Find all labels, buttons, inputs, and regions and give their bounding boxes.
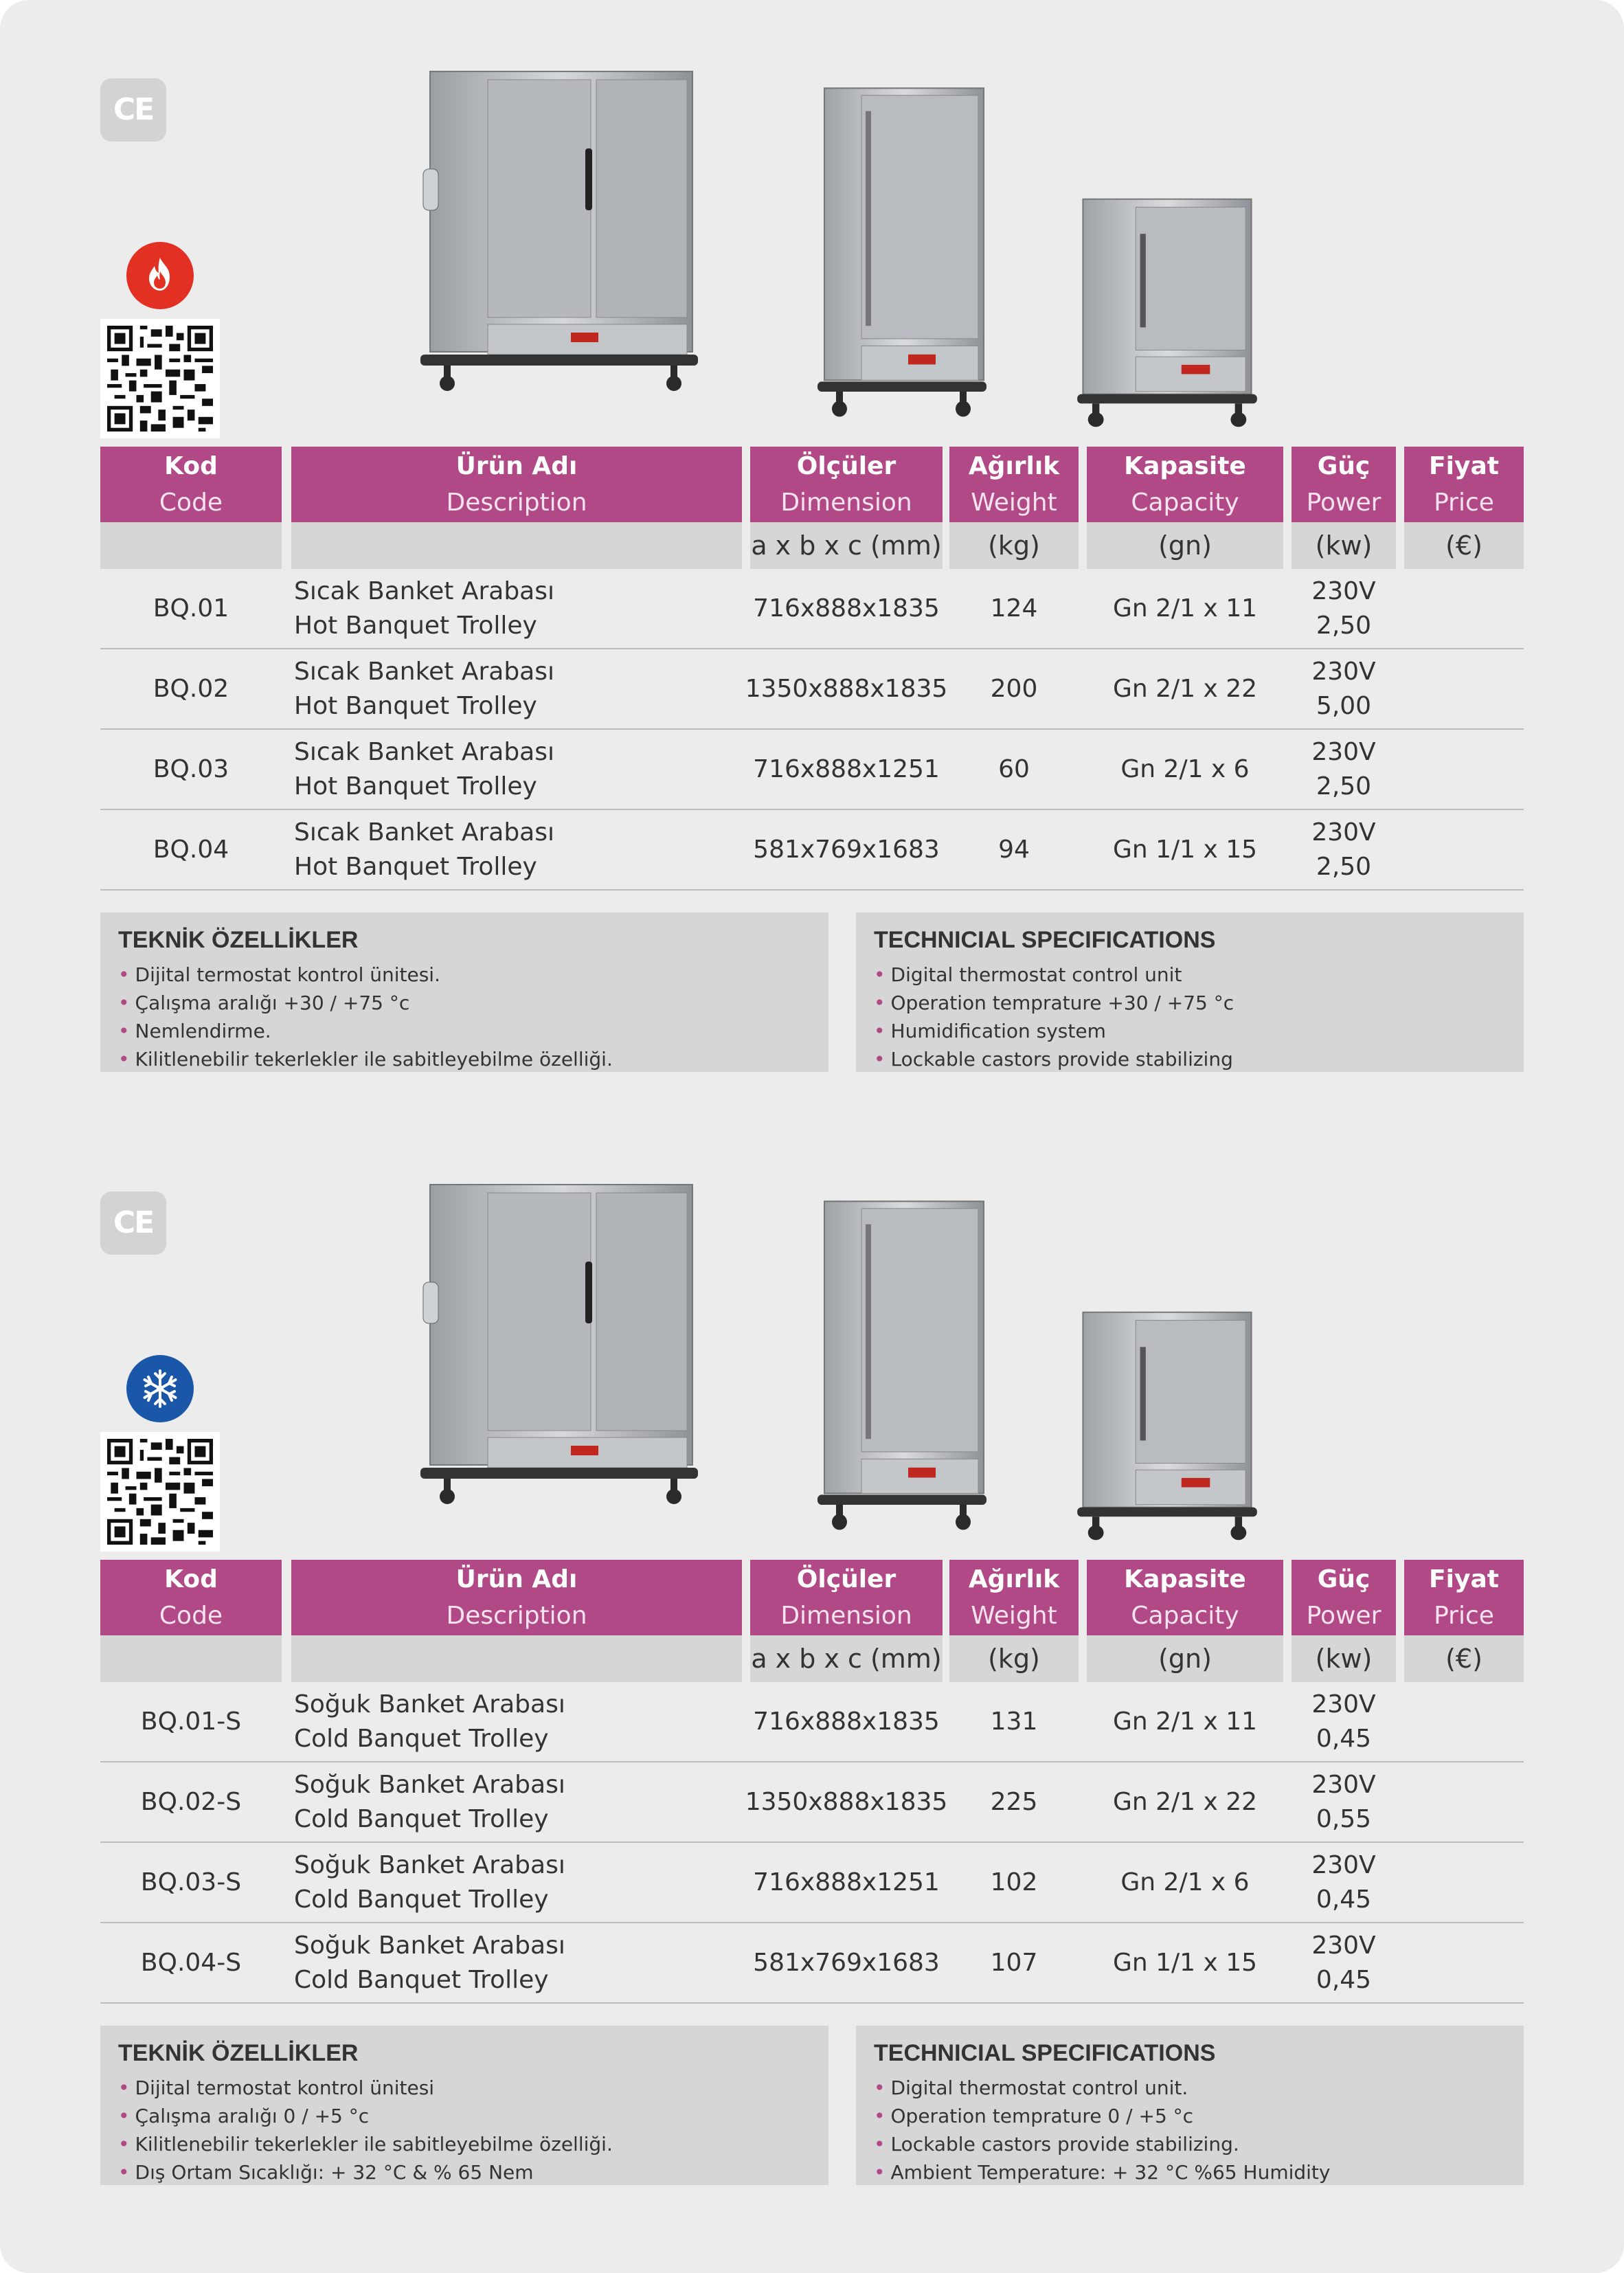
trolley-illustration (1074, 194, 1260, 434)
spec-box-turkish (100, 912, 828, 1072)
product-name-tr: Sıcak Banket Arabası (294, 657, 555, 686)
spec-item: • Dış Ortam Sıcaklığı: + 32 °C & % 65 Nem (118, 2158, 811, 2186)
product-power: 0,55 (1316, 1804, 1372, 1833)
header-desc-tr: Ürün Adı (455, 1565, 578, 1593)
spec-list (118, 961, 811, 1073)
header-dim (750, 447, 943, 522)
unit-code (100, 522, 282, 569)
spec-list (874, 2074, 1506, 2186)
cell-weight (949, 1923, 1079, 2002)
product-weight: 107 (990, 1948, 1038, 1977)
unit-dim: a x b x c (mm) (750, 522, 943, 569)
product-name-tr: Soğuk Banket Arabası (294, 1850, 565, 1879)
product-code: BQ.02 (153, 674, 229, 703)
header-price-en: Price (1434, 1602, 1494, 1630)
spec-item: • Kilitlenebilir tekerlekler ile sabitleyebilme özelliği. (118, 1045, 811, 1073)
header-code-en: Code (159, 1602, 223, 1630)
cell-power (1292, 1682, 1396, 1761)
product-name-tr: Sıcak Banket Arabası (294, 576, 555, 605)
spec-box-english (856, 912, 1524, 1072)
cell-cap (1087, 649, 1283, 728)
product-voltage: 230V (1311, 1850, 1376, 1879)
cell-power (1292, 649, 1396, 728)
spec-item: • Lockable castors provide stabilizing. (874, 2130, 1506, 2158)
product-power: 0,45 (1316, 1885, 1372, 1914)
header-weight-en: Weight (971, 1602, 1057, 1630)
product-name-en: Hot Banquet Trolley (294, 772, 537, 800)
header-cap-tr: Kapasite (1124, 452, 1246, 480)
spec-list (118, 2074, 811, 2186)
product-power: 0,45 (1316, 1724, 1372, 1753)
cell-price (1404, 1843, 1524, 1922)
spec-item: • Operation temprature +30 / +75 °c (874, 989, 1506, 1017)
cell-code (100, 1923, 282, 2002)
product-weight: 225 (990, 1787, 1038, 1816)
trolley-image-3 (1074, 194, 1260, 434)
header-desc-en: Description (446, 489, 587, 517)
hot-section (0, 0, 1624, 1099)
spec-title: TEKNİK ÖZELLİKLER (118, 2040, 359, 2066)
unit-weight: (kg) (949, 522, 1079, 569)
trolley-image-3 (1074, 1307, 1260, 1547)
cell-power (1292, 730, 1396, 809)
header-power-en: Power (1306, 1602, 1381, 1630)
cell-price (1404, 730, 1524, 809)
cell-power (1292, 1843, 1396, 1922)
cell-code (100, 649, 282, 728)
trolley-illustration (1074, 1307, 1260, 1547)
product-weight: 102 (990, 1868, 1038, 1896)
spec-item: • Çalışma aralığı +30 / +75 °c (118, 989, 811, 1017)
product-capacity: Gn 1/1 x 15 (1112, 835, 1258, 864)
cell-price (1404, 569, 1524, 648)
header-code (100, 447, 282, 522)
product-code: BQ.02-S (140, 1787, 242, 1816)
cell-dim (745, 649, 948, 728)
header-code (100, 1560, 282, 1635)
cell-code (100, 1843, 282, 1922)
product-name-en: Hot Banquet Trolley (294, 852, 537, 881)
spec-item: • Operation temprature 0 / +5 °c (874, 2102, 1506, 2130)
spec-item: • Ambient Temperature: + 32 °C %65 Humidity (874, 2158, 1506, 2186)
cell-price (1404, 1923, 1524, 2002)
ce-mark: CE (100, 1191, 166, 1255)
cell-price (1404, 649, 1524, 728)
spec-item: • Çalışma aralığı 0 / +5 °c (118, 2102, 811, 2130)
trolley-illustration (812, 82, 991, 426)
header-weight-tr: Ağırlık (968, 1565, 1060, 1593)
product-weight: 131 (990, 1707, 1038, 1736)
unit-desc (291, 1635, 742, 1682)
header-desc-en: Description (446, 1602, 587, 1630)
table-row (100, 1762, 1524, 1843)
cell-code (100, 730, 282, 809)
header-power (1292, 447, 1396, 522)
header-weight-tr: Ağırlık (968, 452, 1060, 480)
snowflake-icon (126, 1355, 194, 1422)
product-name-en: Cold Banquet Trolley (294, 1885, 549, 1914)
product-power: 2,50 (1316, 772, 1372, 800)
trolley-image-2 (812, 1196, 991, 1539)
header-code-tr: Kod (164, 1565, 218, 1593)
cell-weight (949, 810, 1079, 889)
product-dimension: 1350x888x1835 (745, 1787, 948, 1816)
spec-item: • Digital thermostat control unit (874, 961, 1506, 989)
header-code-tr: Kod (164, 452, 218, 480)
product-code: BQ.03-S (140, 1868, 242, 1896)
cell-price (1404, 1762, 1524, 1841)
header-cap-tr: Kapasite (1124, 1565, 1246, 1593)
cell-power (1292, 810, 1396, 889)
header-price (1404, 1560, 1524, 1635)
cold-section (0, 1113, 1624, 2213)
header-cap (1087, 447, 1283, 522)
table-row (100, 1843, 1524, 1923)
cell-dim (745, 1762, 948, 1841)
product-dimension: 716x888x1835 (753, 1707, 940, 1736)
product-code: BQ.04 (153, 835, 229, 864)
cell-price (1404, 810, 1524, 889)
product-name-en: Hot Banquet Trolley (294, 611, 537, 640)
qr-code-graphic (107, 1439, 213, 1545)
table-row (100, 1923, 1524, 2004)
product-power: 2,50 (1316, 852, 1372, 881)
cell-dim (750, 1843, 943, 1922)
header-price-en: Price (1434, 489, 1494, 517)
cell-cap (1087, 810, 1283, 889)
product-capacity: Gn 2/1 x 22 (1112, 674, 1258, 703)
unit-price: (€) (1404, 522, 1524, 569)
product-name-en: Cold Banquet Trolley (294, 1965, 549, 1994)
product-capacity: Gn 2/1 x 6 (1120, 1868, 1250, 1896)
product-voltage: 230V (1311, 1770, 1376, 1799)
product-voltage: 230V (1311, 737, 1376, 766)
product-name-en: Cold Banquet Trolley (294, 1804, 549, 1833)
header-dim-en: Dimension (780, 1602, 912, 1630)
cell-price (1404, 1682, 1524, 1761)
spec-item: • Nemlendirme. (118, 1017, 811, 1045)
cell-code (100, 810, 282, 889)
header-desc (291, 447, 742, 522)
table-row (100, 730, 1524, 810)
product-weight: 124 (990, 594, 1038, 623)
cell-weight (949, 730, 1079, 809)
cell-dim (750, 1923, 943, 2002)
trolley-illustration (812, 1196, 991, 1539)
fire-icon-graphic (139, 255, 181, 296)
ce-mark: CE (100, 78, 166, 142)
header-power-tr: Güç (1317, 1565, 1371, 1593)
unit-weight: (kg) (949, 1635, 1079, 1682)
product-power: 5,00 (1316, 691, 1372, 720)
product-code: BQ.03 (153, 754, 229, 783)
spec-list (874, 961, 1506, 1073)
spec-box-english (856, 2026, 1524, 2185)
product-name-tr: Sıcak Banket Arabası (294, 737, 555, 766)
cell-dim (750, 730, 943, 809)
product-code: BQ.01-S (140, 1707, 242, 1736)
spec-item: • Dijital termostat kontrol ünitesi (118, 2074, 811, 2102)
spec-item: • Digital thermostat control unit. (874, 2074, 1506, 2102)
product-dimension: 716x888x1835 (753, 594, 940, 623)
cell-weight (949, 649, 1079, 728)
header-power-tr: Güç (1317, 452, 1371, 480)
spec-item: • Kilitlenebilir tekerlekler ile sabitleyebilme özelliği. (118, 2130, 811, 2158)
fire-icon (126, 242, 194, 309)
header-price-tr: Fiyat (1429, 452, 1499, 480)
cell-desc (294, 1762, 745, 1841)
table-row (100, 810, 1524, 891)
product-name-tr: Soğuk Banket Arabası (294, 1931, 565, 1960)
cell-cap (1087, 730, 1283, 809)
cell-weight (949, 569, 1079, 648)
header-power (1292, 1560, 1396, 1635)
cell-cap (1087, 1762, 1283, 1841)
product-dimension: 716x888x1251 (753, 754, 940, 783)
unit-power: (kw) (1292, 1635, 1396, 1682)
table-row (100, 1682, 1524, 1762)
product-capacity: Gn 2/1 x 11 (1112, 1707, 1258, 1736)
product-capacity: Gn 2/1 x 22 (1112, 1787, 1258, 1816)
cell-power (1292, 569, 1396, 648)
unit-code (100, 1635, 282, 1682)
cell-weight (949, 1843, 1079, 1922)
product-name-tr: Soğuk Banket Arabası (294, 1690, 565, 1718)
product-voltage: 230V (1311, 657, 1376, 686)
header-cap-en: Capacity (1131, 489, 1239, 517)
table-row (100, 649, 1524, 730)
product-dimension: 1350x888x1835 (745, 674, 948, 703)
header-cap-en: Capacity (1131, 1602, 1239, 1630)
product-voltage: 230V (1311, 1931, 1376, 1960)
cell-cap (1087, 569, 1283, 648)
cell-desc (294, 569, 745, 648)
unit-price: (€) (1404, 1635, 1524, 1682)
product-voltage: 230V (1311, 818, 1376, 847)
cell-desc (294, 810, 745, 889)
product-power: 0,45 (1316, 1965, 1372, 1994)
product-name-tr: Soğuk Banket Arabası (294, 1770, 565, 1799)
spec-title: TEKNİK ÖZELLİKLER (118, 927, 359, 953)
header-dim-tr: Ölçüler (796, 452, 896, 480)
cell-dim (750, 810, 943, 889)
spec-item: • Dijital termostat kontrol ünitesi. (118, 961, 811, 989)
header-price-tr: Fiyat (1429, 1565, 1499, 1593)
trolley-image-1 (416, 66, 705, 396)
product-capacity: Gn 1/1 x 15 (1112, 1948, 1258, 1977)
unit-power: (kw) (1292, 522, 1396, 569)
cell-code (100, 569, 282, 648)
qr-code-icon[interactable] (100, 1432, 220, 1552)
spec-box-turkish (100, 2026, 828, 2185)
product-capacity: Gn 2/1 x 11 (1112, 594, 1258, 623)
product-code: BQ.01 (153, 594, 229, 623)
cell-weight (949, 1682, 1079, 1761)
qr-code-icon[interactable] (100, 319, 220, 438)
spec-item: • Lockable castors provide stabilizing (874, 1045, 1506, 1073)
cell-code (100, 1762, 282, 1841)
cell-dim (750, 569, 943, 648)
header-weight-en: Weight (971, 489, 1057, 517)
product-power: 2,50 (1316, 611, 1372, 640)
header-weight (949, 1560, 1079, 1635)
cell-desc (294, 1682, 745, 1761)
header-cap (1087, 1560, 1283, 1635)
cell-desc (294, 649, 745, 728)
cell-cap (1087, 1923, 1283, 2002)
unit-dim: a x b x c (mm) (750, 1635, 943, 1682)
product-dimension: 716x888x1251 (753, 1868, 940, 1896)
product-name-en: Hot Banquet Trolley (294, 691, 537, 720)
unit-desc (291, 522, 742, 569)
cell-code (100, 1682, 282, 1761)
cell-dim (750, 1682, 943, 1761)
header-dim-en: Dimension (780, 489, 912, 517)
product-code: BQ.04-S (140, 1948, 242, 1977)
cell-desc (294, 1923, 745, 2002)
product-name-tr: Sıcak Banket Arabası (294, 818, 555, 847)
spec-title: TECHNICIAL SPECIFICATIONS (874, 2040, 1216, 2066)
product-capacity: Gn 2/1 x 6 (1120, 754, 1250, 783)
cell-cap (1087, 1682, 1283, 1761)
trolley-image-1 (416, 1179, 705, 1509)
header-weight (949, 447, 1079, 522)
product-weight: 94 (998, 835, 1030, 864)
product-dimension: 581x769x1683 (753, 835, 940, 864)
product-dimension: 581x769x1683 (753, 1948, 940, 1977)
product-weight: 200 (990, 674, 1038, 703)
product-weight: 60 (998, 754, 1030, 783)
unit-cap: (gn) (1087, 1635, 1283, 1682)
qr-code-graphic (107, 326, 213, 432)
trolley-illustration (416, 66, 705, 396)
cell-cap (1087, 1843, 1283, 1922)
cell-power (1292, 1762, 1396, 1841)
header-desc-tr: Ürün Adı (455, 452, 578, 480)
product-voltage: 230V (1311, 1690, 1376, 1718)
cell-desc (294, 1843, 745, 1922)
header-price (1404, 447, 1524, 522)
cell-weight (949, 1762, 1079, 1841)
header-power-en: Power (1306, 489, 1381, 517)
cell-desc (294, 730, 745, 809)
product-name-en: Cold Banquet Trolley (294, 1724, 549, 1753)
snowflake-icon-graphic (139, 1368, 181, 1409)
trolley-image-2 (812, 82, 991, 426)
trolley-illustration (416, 1179, 705, 1509)
product-voltage: 230V (1311, 576, 1376, 605)
table-row (100, 569, 1524, 649)
cell-power (1292, 1923, 1396, 2002)
header-code-en: Code (159, 489, 223, 517)
spec-title: TECHNICIAL SPECIFICATIONS (874, 927, 1216, 953)
spec-item: • Humidification system (874, 1017, 1506, 1045)
header-desc (291, 1560, 742, 1635)
header-dim-tr: Ölçüler (796, 1565, 896, 1593)
header-dim (750, 1560, 943, 1635)
unit-cap: (gn) (1087, 522, 1283, 569)
